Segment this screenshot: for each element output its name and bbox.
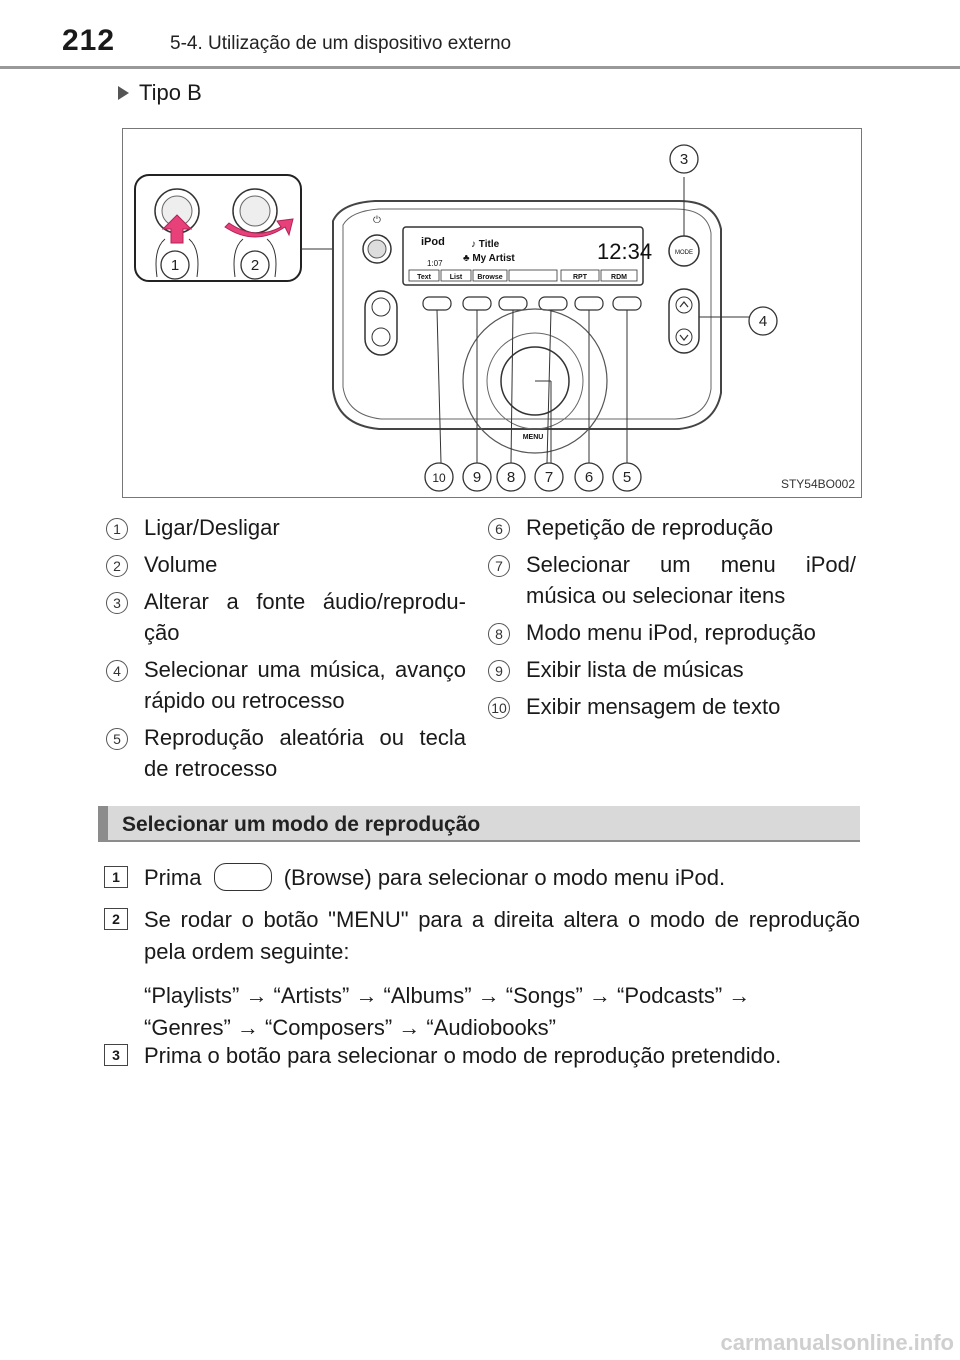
callout-number: 2	[106, 555, 128, 577]
legend-text: Alterar a fonte áudio/reprodu-ção	[144, 589, 466, 645]
callout-label: 7	[544, 469, 554, 486]
soft-key	[509, 270, 557, 281]
triangle-bullet-icon	[118, 86, 129, 100]
legend-item	[486, 617, 856, 648]
legend-text: Volume	[144, 552, 218, 577]
subtype-heading	[118, 80, 202, 106]
screen-title: ♪ Title	[471, 239, 500, 250]
step-text-after: (Browse) para selecionar o modo menu iPod.	[283, 865, 726, 890]
legend-text: Ligar/Desligar	[144, 515, 280, 540]
soft-key-label: RDM	[611, 274, 627, 281]
callout-number: 9	[488, 660, 510, 682]
step-3	[104, 1040, 860, 1072]
audio-unit-illustration	[123, 129, 861, 497]
preset-button	[423, 297, 451, 310]
legend-item	[104, 549, 466, 580]
legend-item	[104, 722, 466, 784]
step-number: 2	[104, 908, 128, 930]
step-number: 1	[104, 866, 128, 888]
step-text: Prima o botão para selecionar o modo de reprodução pretendido.	[144, 1043, 782, 1068]
callout-number: 4	[106, 660, 128, 682]
screen-clock: 12:34	[597, 239, 653, 264]
callout-label: 4	[758, 313, 768, 330]
legend-right	[486, 512, 856, 728]
power-symbol: ⏻	[373, 215, 381, 226]
preset-button	[575, 297, 603, 310]
step-2	[104, 904, 860, 1044]
section-title: Selecionar um modo de reprodução	[122, 813, 481, 836]
audio-unit-figure	[122, 128, 862, 498]
soft-key-label: List	[449, 274, 463, 281]
callout-number: 8	[488, 623, 510, 645]
menu-label: MENU	[522, 434, 544, 441]
legend-left	[104, 512, 466, 790]
preset-button	[499, 297, 527, 310]
callout-number: 7	[488, 555, 510, 577]
callout-number: 6	[488, 518, 510, 540]
legend-text: Repetição de reprodução	[526, 515, 774, 540]
callout-label: 10	[432, 471, 446, 485]
mode-sequence-line-2: “Genres” → “Composers” → “Audiobooks”	[144, 1015, 557, 1040]
callout-label: 3	[679, 151, 689, 168]
chapter-title: 5-4. Utilização de um dispositivo externo	[170, 33, 512, 54]
legend-item	[486, 549, 856, 611]
legend-text: Selecionar um menu iPod/ música ou selecionar itens	[526, 552, 856, 608]
screen-soft-keys	[409, 270, 637, 281]
legend-text: Exibir lista de músicas	[526, 657, 744, 682]
screen-artist: ♣ My Artist	[463, 253, 515, 264]
figure-code: STY54BO002	[780, 477, 855, 491]
step-text	[104, 862, 860, 894]
subtype-label: Tipo B	[139, 80, 202, 105]
step-text: Se rodar o botão "MENU" para a direita altera o modo de reprodução pela ordem seguinte:	[144, 907, 860, 964]
screen-source: iPod	[421, 236, 445, 248]
callout-label: 9	[472, 469, 482, 486]
legend-item	[104, 586, 466, 648]
legend-text: Selecionar uma música, avanço rápido ou retrocesso	[144, 657, 466, 713]
knob-inset	[135, 175, 301, 281]
header-rule	[0, 66, 960, 69]
callout-label: 5	[622, 469, 632, 486]
preset-button	[463, 297, 491, 310]
callout-number: 3	[106, 592, 128, 614]
soft-key-label: RPT	[573, 274, 587, 281]
soft-key-label: Text	[417, 274, 431, 281]
section-header	[98, 806, 860, 842]
mode-label: MODE	[675, 250, 693, 256]
legend-text: Reprodução aleatória ou tecla de retrocesso	[144, 725, 466, 781]
preset-button	[613, 297, 641, 310]
legend-item	[486, 691, 856, 722]
step-1	[104, 862, 860, 894]
browse-button-icon	[214, 863, 272, 891]
page-number: 212	[62, 24, 116, 57]
step-number: 3	[104, 1044, 128, 1066]
callout-label: 1	[170, 257, 180, 274]
legend-item	[486, 512, 856, 543]
legend-item	[104, 654, 466, 716]
screen-elapsed: 1:07	[427, 259, 443, 268]
legend-item	[486, 654, 856, 685]
callout-label: 2	[250, 257, 260, 274]
mode-sequence-line-1: “Playlists” → “Artists” → “Albums” → “Songs” → “Podcasts” →	[144, 983, 751, 1008]
callout-number: 10	[488, 697, 510, 719]
callout-number: 1	[106, 518, 128, 540]
legend-item	[104, 512, 466, 543]
watermark: carmanualsonline.info	[720, 1330, 954, 1355]
callout-label: 6	[584, 469, 594, 486]
callout-label: 8	[506, 469, 516, 486]
legend-text: Exibir mensagem de texto	[526, 694, 781, 719]
soft-key-label: Browse	[477, 274, 503, 281]
callout-number: 5	[106, 728, 128, 750]
preset-button	[539, 297, 567, 310]
step-text-before: Prima	[144, 865, 202, 890]
legend-text: Modo menu iPod, reprodução	[526, 620, 816, 645]
